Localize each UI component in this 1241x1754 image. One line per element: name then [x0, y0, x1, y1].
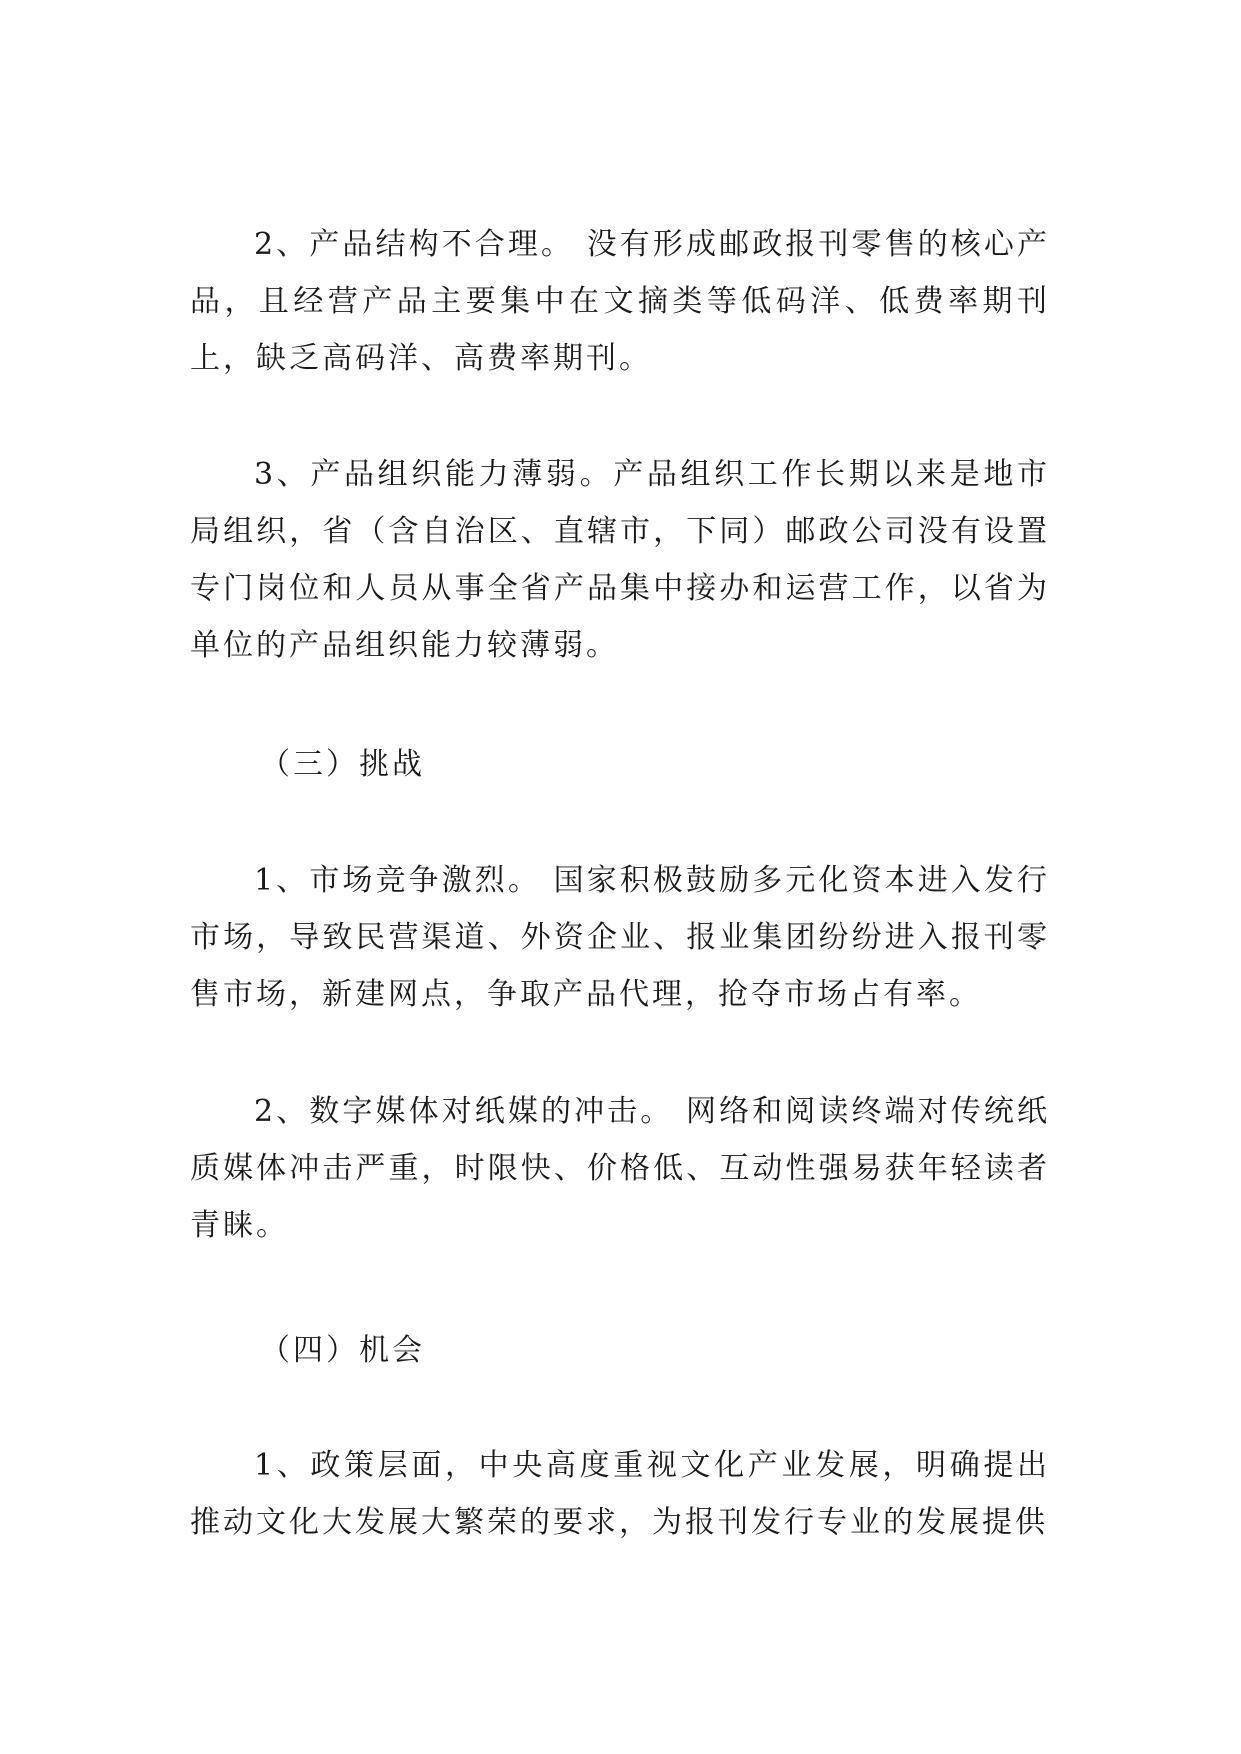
paragraph-policy-level: 1、政策层面，中央高度重视文化产业发展，明确提出推动文化大发展大繁荣的要求，为报刊发行专业的发展提供 [190, 1448, 1050, 1540]
paragraph-product-structure: 2、产品结构不合理。 没有形成邮政报刊零售的核心产品，且经营产品主要集中在文摘类等低码洋、低费率期刊上，缺乏高码洋、高费率期刊。 [190, 227, 1050, 376]
paragraph-market-competition: 1、市场竞争激烈。 国家积极鼓励多元化资本进入发行市场，导致民营渠道、外资企业、报业集团纷纷进入报刊零售市场，新建网点，争取产品代理，抢夺市场占有率。 [190, 863, 1050, 1012]
paragraph-digital-media-impact: 2、数字媒体对纸媒的冲击。 网络和阅读终端对传统纸质媒体冲击严重，时限快、价格低、互动性强易获年轻读者青睐。 [190, 1094, 1050, 1243]
paragraph-product-organization: 3、产品组织能力薄弱。产品组织工作长期以来是地市局组织，省（含自治区、直辖市，下同）邮政公司没有设置专门岗位和人员从事全省产品集中接办和运营工作，以省为单位的产品组织能力较薄弱。 [190, 457, 1050, 663]
section-heading-opportunities: （四）机会 [260, 1333, 425, 1368]
section-heading-challenges: （三）挑战 [260, 747, 425, 782]
